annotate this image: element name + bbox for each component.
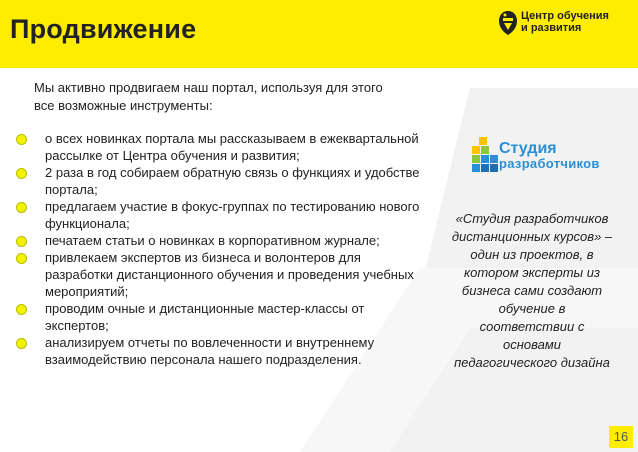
- list-item: [15, 249, 425, 300]
- studio-line-2: разработчиков: [499, 156, 600, 171]
- studio-quote: [436, 210, 628, 372]
- intro-text: [34, 79, 414, 115]
- page-number: 16: [609, 426, 633, 448]
- list-item: [15, 232, 425, 249]
- bullet-dot-icon: [16, 338, 27, 349]
- bullet-list: [15, 130, 425, 368]
- company-logo: [497, 9, 632, 39]
- bullet-dot-icon: [16, 253, 27, 264]
- list-item-text: 2 раза в год собираем обратную связь о функциях и удобстве портала;: [45, 165, 420, 197]
- quote-line: дистанционных курсов» –: [451, 229, 613, 244]
- list-item: [15, 300, 425, 334]
- bullet-dot-icon: [16, 236, 27, 247]
- list-item: [15, 164, 425, 198]
- intro-line-2: все возможные инструменты:: [34, 98, 213, 113]
- quote-line: один из проектов, в: [470, 247, 594, 262]
- bullet-dot-icon: [16, 304, 27, 315]
- list-item-text: печатаем статьи о новинках в корпоративном журнале;: [45, 233, 380, 248]
- list-item-text: предлагаем участие в фокус-группах по тестированию нового функционала;: [45, 199, 420, 231]
- intro-line-1: Мы активно продвигаем наш портал, используя для этого: [34, 80, 383, 95]
- list-item-text: анализируем отчеты по вовлеченности и внутреннему взаимодействию персонала нашего подразделения.: [45, 335, 375, 367]
- list-item-text: проводим очные и дистанционные мастер-классы от экспертов;: [45, 301, 365, 333]
- logo-text: [521, 10, 609, 34]
- quote-line: котором эксперты из: [463, 265, 601, 280]
- bullet-dot-icon: [16, 202, 27, 213]
- page-title: Продвижение: [10, 14, 197, 44]
- logo-line-1: Центр обучения: [521, 10, 609, 22]
- bullet-dot-icon: [16, 134, 27, 145]
- list-item: [15, 198, 425, 232]
- bullet-dot-icon: [16, 168, 27, 179]
- studio-line-1: Студия: [499, 140, 557, 157]
- list-item-text: привлекаем экспертов из бизнеса и волонтеров для разработки дистанционного обучения и проведения учебных мероприятий;: [45, 250, 414, 299]
- blocks-logo-icon: [472, 137, 498, 177]
- quote-line: соответствии с: [479, 319, 585, 334]
- studio-logo-text: [499, 141, 600, 171]
- quote-line: педагогического дизайна: [454, 355, 610, 370]
- quote-line: обучение в: [498, 301, 566, 316]
- list-item-text: о всех новинках портала мы рассказываем в ежеквартальной рассылке от Центра обучения и развития;: [45, 131, 419, 163]
- quote-line: «Студия разработчиков: [455, 211, 609, 226]
- bird-logo-icon: [497, 9, 519, 37]
- list-item: [15, 130, 425, 164]
- quote-line: бизнеса сами создают: [461, 283, 603, 298]
- quote-line: основами: [503, 337, 561, 352]
- list-item: [15, 334, 425, 368]
- logo-line-2: и развития: [521, 22, 582, 34]
- studio-logo: [472, 137, 612, 177]
